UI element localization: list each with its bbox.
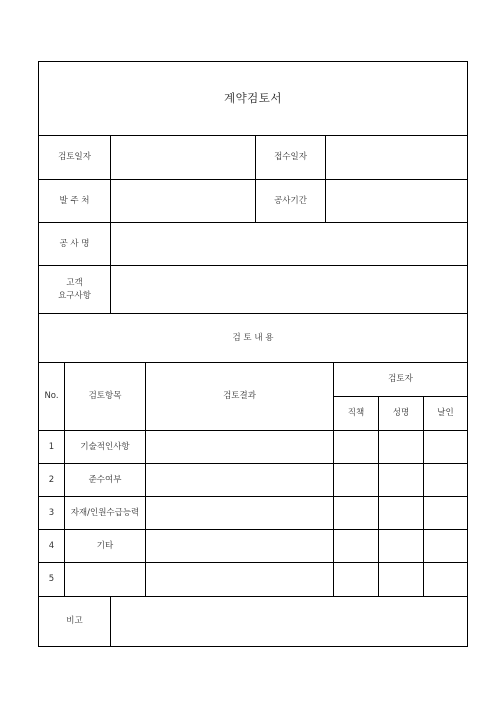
header-item: 검토항목	[88, 391, 122, 401]
receipt-date-label: 접수일자	[274, 152, 307, 162]
contract-review-form	[38, 61, 468, 647]
remarks-field[interactable]	[111, 597, 467, 646]
row-5-item	[65, 563, 145, 596]
header-result: 검토결과	[223, 391, 256, 401]
period-field[interactable]	[326, 180, 467, 222]
project-name-field[interactable]	[111, 223, 467, 265]
row-3-item: 자재/인원수급능력	[70, 507, 140, 518]
customer-requirements-field[interactable]	[111, 266, 467, 313]
header-seal: 날인	[437, 408, 454, 418]
customer-req-line1: 고객	[66, 277, 83, 288]
row-2-no: 2	[48, 474, 55, 485]
remarks-label: 비고	[66, 616, 83, 626]
review-content-heading: 검 토 내 용	[232, 332, 274, 343]
header-position: 직책	[347, 408, 365, 418]
period-label: 공사기간	[274, 195, 307, 206]
row-5-no: 5	[48, 574, 55, 584]
header-name: 성명	[392, 408, 410, 418]
review-date-label: 검토일자	[58, 152, 91, 162]
customer-req-line2: 요구사항	[58, 290, 91, 301]
header-no: No.	[44, 391, 59, 401]
row-1-item: 기술적인사항	[80, 441, 130, 452]
customer-requirements-label	[39, 266, 110, 313]
review-date-field[interactable]	[111, 136, 255, 179]
client-field[interactable]	[111, 180, 255, 222]
row-2-item: 준수여부	[88, 474, 122, 485]
document-title: 계약검토서	[223, 91, 283, 105]
row-4-item: 기타	[96, 540, 114, 551]
row-1-no: 1	[48, 441, 55, 452]
project-name-label: 공 사 명	[59, 238, 90, 249]
client-label: 발 주 처	[59, 195, 90, 206]
receipt-date-field[interactable]	[326, 136, 467, 179]
row-3-no: 3	[48, 507, 55, 518]
header-reviewer: 검토자	[388, 374, 413, 384]
row-4-no: 4	[48, 540, 55, 551]
